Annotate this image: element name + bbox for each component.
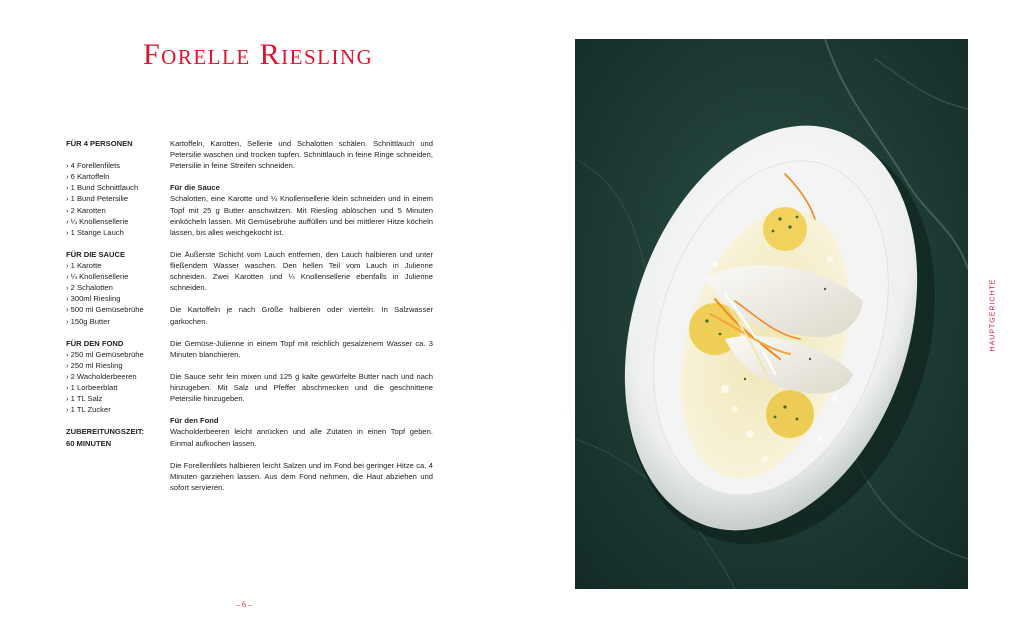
ingredients-column <box>66 138 166 449</box>
ingredient-item: › 1 TL Salz <box>66 394 103 404</box>
ingredient-item: › 300ml Riesling <box>66 294 121 304</box>
method-paragraph: Schalotten, eine Karotte und ¼ Knollensellerie klein schneiden und in einem Topf mit 25 g Butter anschwitzen. Mit Riesling ablöschen und 5 Minuten einköcheln lassen. Mit Gemüsebrühe auffüllen und bei mittlerer Hitze köcheln lassen, bis alles weichgekocht ist. <box>170 194 433 237</box>
sauce-heading: FÜR DIE SAUCE <box>66 249 126 259</box>
sauce-subheading: Für die Sauce <box>170 183 220 193</box>
ingredient-item: › 1 Bund Petersilie <box>66 194 129 204</box>
method-paragraph: Die Sauce sehr fein mixen und 125 g kalte gewürfelte Butter nach und nach hinzugeben. Mit Salz und Pfeffer abschmecken und die geschnittene Petersilie hinzugeben. <box>170 371 433 404</box>
ingredient-item: › 2 Karotten <box>66 205 106 215</box>
ingredient-item: › 1 Stange Lauch <box>66 227 124 237</box>
method-paragraph: Die Gemüse-Julienne in einem Topf mit reichlich gesalzenem Wasser ca. 3 Minuten blanchieren. <box>170 338 433 359</box>
ingredient-item: › ¼ Knollensellerie <box>66 272 129 282</box>
chapter-side-label <box>986 278 1000 352</box>
ingredient-list-fond <box>66 349 166 416</box>
ingredient-item: › 2 Schalotten <box>66 283 113 293</box>
prep-time-value: 60 MINUTEN <box>66 438 112 448</box>
prep-time-label: ZUBEREITUNGSZEIT: <box>66 427 145 437</box>
page-number: – 6 – <box>236 600 252 609</box>
method-paragraph: Kartoffeln, Karotten, Sellerie und Schalotten schälen. Schnittlauch und Petersilie waschen und trocken tupfen. Schnittlauch in feine Ringe schneiden, Petersilie in feine Streifen schneiden. <box>170 139 433 171</box>
ingredient-list-sauce <box>66 260 166 327</box>
chapter-side-label-text: HAUPTGERICHTE <box>989 278 997 352</box>
method-column <box>170 138 433 504</box>
fond-heading: FÜR DEN FOND <box>66 338 124 348</box>
ingredient-item: › 250 ml Gemüsebrühe <box>66 349 144 359</box>
ingredient-item: › 6 Kartoffeln <box>66 172 110 182</box>
ingredient-item: › 1 TL Zucker <box>66 405 111 415</box>
method-paragraph: Die Äußerste Schicht vom Lauch entfernen, den Lauch halbieren und unter fließendem Wasser waschen. Den hellen Teil vom Lauch in Julienne schneiden. Zwei Karotten und ¼ Knollensellerie ebenfalls in Julienne schneiden. <box>170 249 433 293</box>
servings-heading: FÜR 4 PERSONEN <box>66 139 133 148</box>
potato <box>766 390 814 438</box>
ingredient-item: › 150g Butter <box>66 316 110 326</box>
potato <box>763 207 807 251</box>
ingredient-item: › 500 ml Gemüsebrühe <box>66 305 144 315</box>
ingredient-item: › ¼ Knollensellerie <box>66 216 129 226</box>
ingredient-list-main <box>66 160 166 238</box>
ingredient-item: › 2 Wacholderbeeren <box>66 371 137 381</box>
ingredient-item: › 250 ml Riesling <box>66 360 123 370</box>
method-paragraph: Die Forellenfilets halbieren leicht Salzen und im Fond bei geringer Hitze ca. 4 Minuten garziehen lassen. Aus dem Fond nehmen, die Haut abziehen und sofort servieren. <box>170 460 433 492</box>
ingredient-item: › 4 Forellenfilets <box>66 161 121 171</box>
ingredient-item: › 1 Bund Schnittlauch <box>66 183 139 193</box>
dish-photo <box>575 39 968 589</box>
method-paragraph: Wacholderbeeren leicht anrücken und alle Zutaten in einen Topf geben. Einmal aufkochen lassen. <box>170 427 433 448</box>
ingredient-item: › 1 Karotte <box>66 261 102 271</box>
method-paragraph: Die Kartoffeln je nach Größe halbieren oder vierteln. In Salzwasser garkochen. <box>170 305 433 326</box>
fond-subheading: Für den Fond <box>170 416 219 426</box>
recipe-title: Forelle Riesling <box>143 38 374 71</box>
ingredient-item: › 1 Lorbeerblatt <box>66 383 118 393</box>
dish-illustration <box>575 39 968 589</box>
